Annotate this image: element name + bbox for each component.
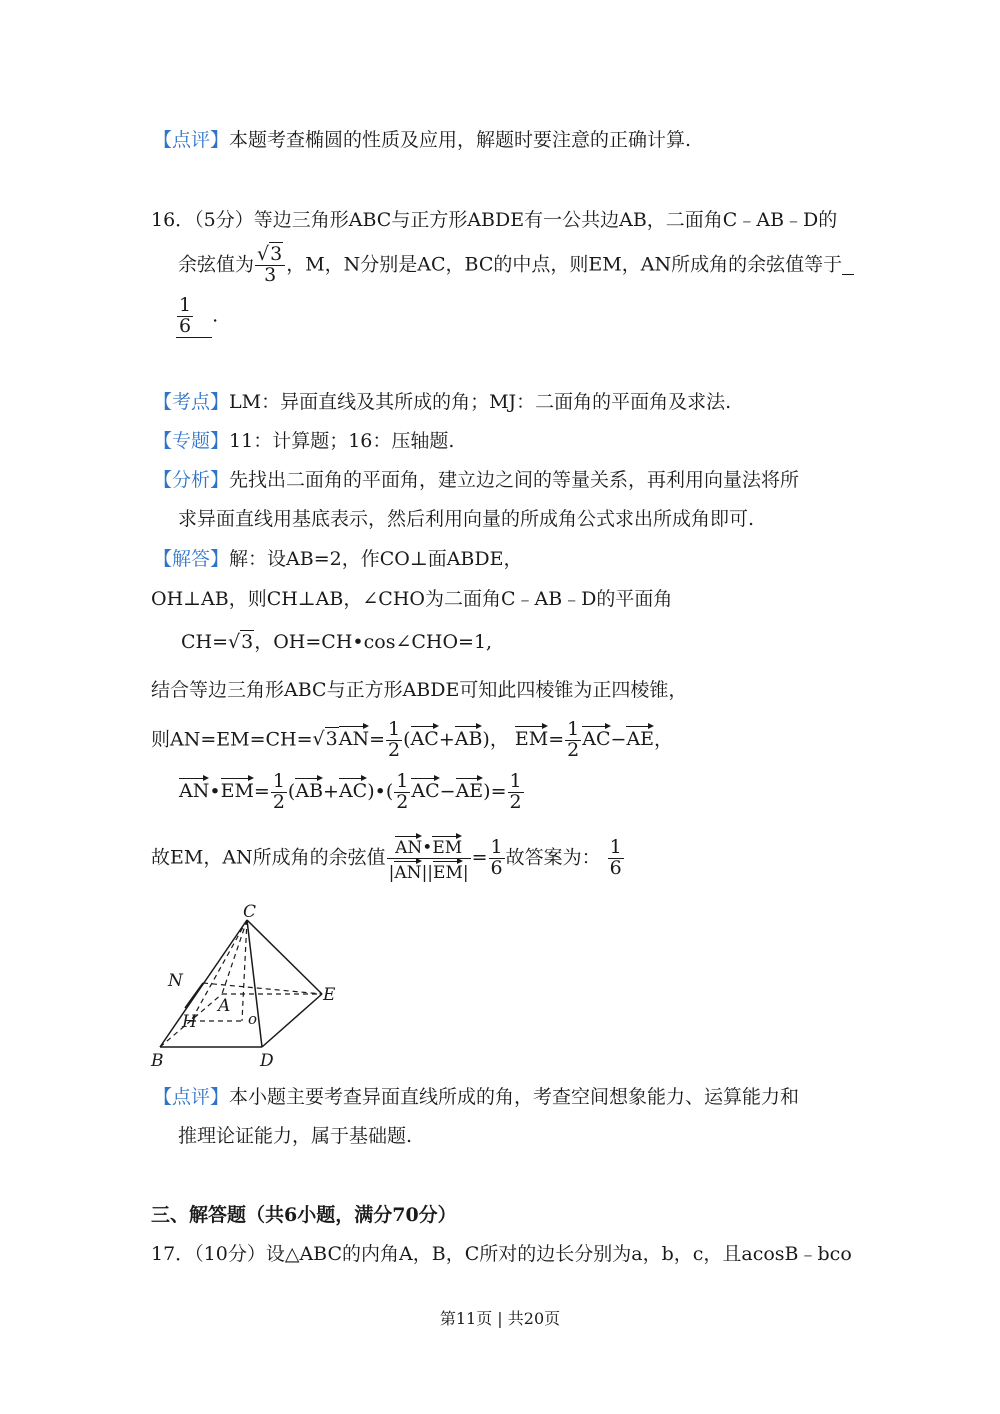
review-tag: 【点评】 — [153, 129, 230, 151]
abs-bar: | — [388, 862, 395, 883]
cos-numerator: 3 — [270, 243, 283, 265]
vector-an: AN — [179, 776, 209, 801]
answer-numerator: 1 — [179, 294, 192, 316]
dot-product: • — [422, 838, 433, 858]
label-n: N — [168, 971, 183, 991]
final-text: 故EM，AN所成角的余弦值 — [151, 846, 386, 869]
eq1-right: ，OH=CH•cos∠CHO=1, — [254, 631, 493, 653]
half-denominator: 2 — [509, 790, 522, 813]
fenxi-text-1: 先找出二面角的平面角，建立边之间的等量关系，再利用向量法将所 — [229, 469, 800, 491]
label-a: A — [218, 996, 231, 1016]
right-paren: ) — [367, 780, 375, 803]
segment-co — [242, 920, 247, 1021]
vector-em: EM — [221, 776, 254, 801]
eq1-left: CH= — [181, 631, 229, 653]
equation-vectors-1 — [151, 720, 673, 761]
equals-sign: = — [369, 728, 386, 751]
result-numerator: 1 — [490, 835, 503, 858]
zhuanti-tag: 【专题】 — [153, 430, 230, 452]
left-paren: ( — [403, 728, 411, 751]
jieda-line-1 — [153, 550, 522, 569]
half-fraction — [271, 772, 287, 813]
label-c: C — [243, 902, 257, 922]
half-numerator: 1 — [396, 770, 409, 792]
cosine-numerator — [387, 834, 471, 858]
half-numerator: 1 — [509, 770, 522, 792]
question-17-line-1: 17．（10分）设△ABC的内角A，B，C所对的边长分别为a，b，c，且acosB﹣bco — [151, 1243, 852, 1265]
segment-nh — [185, 983, 203, 1008]
vector-ac: AC — [411, 776, 439, 801]
vector-em: EM — [433, 859, 463, 883]
left-paren: ( — [287, 780, 296, 803]
final-answer-label: 故答案为： — [505, 846, 601, 869]
half-denominator: 2 — [567, 738, 580, 761]
fenxi-line-1 — [153, 471, 799, 490]
vector-ab: AB — [295, 776, 323, 801]
page-footer: 第11页 | 共20页 — [439, 1309, 561, 1328]
abs-bar: | — [462, 862, 469, 883]
vector-ae: AE — [456, 776, 484, 801]
jieda-tag: 【解答】 — [153, 548, 230, 570]
half-fraction — [508, 772, 524, 813]
label-d: D — [260, 1051, 274, 1071]
half-fraction — [386, 720, 402, 761]
edge-ce — [247, 920, 322, 994]
final-denominator: 6 — [609, 856, 622, 879]
half-denominator: 2 — [396, 790, 409, 813]
vector-ac: AC — [582, 724, 610, 749]
cos-denominator: 3 — [255, 265, 285, 286]
half-denominator: 2 — [388, 738, 401, 761]
vector-ab: AB — [455, 724, 483, 749]
right-paren: ) — [483, 780, 491, 803]
comma: ， — [654, 728, 674, 751]
comma: ， — [489, 728, 509, 751]
review-text-1: 本小题主要考查异面直线所成的角，考查空间想象能力、运算能力和 — [229, 1086, 800, 1108]
equals-sign: = — [253, 780, 270, 803]
jieda-line-2: OH⊥AB，则CH⊥AB，∠CHO为二面角C﹣AB﹣D的平面角 — [151, 588, 673, 610]
jieda-line-4: 结合等边三角形ABC与正方形ABDE可知此四棱锥为正四棱锥， — [151, 679, 688, 701]
half-fraction — [394, 772, 410, 813]
vector-an: AN — [339, 724, 369, 749]
label-e: E — [323, 985, 336, 1005]
kaodian — [153, 393, 731, 412]
result-fraction — [489, 835, 505, 879]
sqrt-symbol: √3 — [312, 728, 338, 751]
vector-em: EM — [432, 834, 462, 858]
zhuanti — [153, 432, 454, 451]
half-numerator: 1 — [388, 718, 401, 740]
question-16-answer — [176, 296, 218, 338]
answer-denominator: 6 — [179, 314, 192, 337]
answer-blank-start — [842, 255, 854, 275]
edge-ca — [222, 920, 247, 994]
kaodian-tag: 【考点】 — [153, 391, 230, 413]
question-16-line-2 — [178, 245, 854, 286]
review-16-line-2: 推理论证能力，属于基础题. — [178, 1125, 413, 1147]
half-numerator: 1 — [272, 770, 285, 792]
sqrt-symbol: √3 — [228, 631, 254, 653]
final-numerator: 1 — [609, 835, 622, 858]
vector-ac: AC — [411, 724, 439, 749]
fenxi-line-2: 求异面直线用基底表示，然后利用向量的所成角公式求出所成角即可. — [178, 508, 755, 530]
result-denominator: 6 — [490, 856, 503, 879]
cosine-denominator — [387, 858, 471, 883]
abs-bar: | — [427, 862, 434, 883]
zhuanti-text: 11：计算题；16：压轴题. — [229, 430, 455, 452]
final-answer-line — [151, 834, 625, 883]
right-paren: ) — [482, 728, 490, 751]
minus-sign: − — [439, 780, 456, 803]
equation-vectors-2 — [179, 772, 525, 813]
dot-product: • — [209, 780, 221, 803]
final-fraction — [608, 835, 624, 879]
vector-em: EM — [515, 724, 548, 749]
fenxi-tag: 【分析】 — [153, 469, 230, 491]
left-paren: ( — [385, 780, 394, 803]
q16-text-cos-post: ，M，N分别是AC，BC的中点，则EM，AN所成角的余弦值等于 — [286, 253, 843, 276]
pyramid-figure — [140, 900, 360, 1075]
vector-ac: AC — [339, 776, 367, 801]
vector-ae: AE — [626, 724, 654, 749]
label-b: B — [151, 1051, 164, 1071]
q16-text-cos-pre: 余弦值为 — [178, 253, 255, 276]
jieda-text-1: 解：设AB=2，作CO⊥面ABDE， — [229, 548, 523, 570]
review-16-line-1 — [153, 1088, 799, 1107]
vector-an: AN — [394, 859, 421, 883]
minus-sign: − — [610, 728, 627, 751]
label-o: o — [248, 1010, 258, 1028]
review-15 — [153, 131, 691, 150]
segment-ne — [203, 983, 322, 994]
question-16-line-1: 16．（5分）等边三角形ABC与正方形ABDE有一公共边AB，二面角C﹣AB﹣D的 — [151, 209, 838, 231]
kaodian-text: LM：异面直线及其所成的角；MJ：二面角的平面角及求法. — [229, 391, 732, 413]
plus-sign: + — [438, 728, 455, 751]
cosine-formula-fraction — [387, 834, 471, 883]
half-numerator: 1 — [567, 718, 580, 740]
answer-blank — [176, 296, 212, 338]
half-denominator: 2 — [272, 790, 285, 813]
edge-de — [262, 994, 322, 1047]
section-3-title: 三、解答题（共6小题，满分70分） — [151, 1204, 457, 1226]
equals-sign: = — [471, 846, 488, 869]
label-h: H — [182, 1012, 197, 1032]
sqrt-symbol: √3 — [257, 243, 283, 265]
cos-value-fraction — [255, 245, 285, 286]
plus-sign: + — [323, 780, 339, 803]
review-text: 本题考查椭圆的性质及应用，解题时要注意的正确计算. — [229, 129, 692, 151]
equals-sign: = — [490, 780, 507, 803]
eq2-radicand: 3 — [325, 728, 338, 751]
eq2-left: 则AN=EM=CH= — [151, 728, 313, 751]
answer-fraction — [177, 296, 193, 337]
dot-product: • — [374, 780, 386, 803]
equation-ch — [181, 633, 492, 652]
eq1-radicand: 3 — [241, 631, 254, 653]
abs-bar: | — [421, 862, 428, 883]
review-tag: 【点评】 — [153, 1086, 230, 1108]
answer-period: . — [212, 304, 219, 327]
equals-sign: = — [548, 728, 565, 751]
half-fraction — [565, 720, 581, 761]
vector-an: AN — [395, 834, 422, 858]
